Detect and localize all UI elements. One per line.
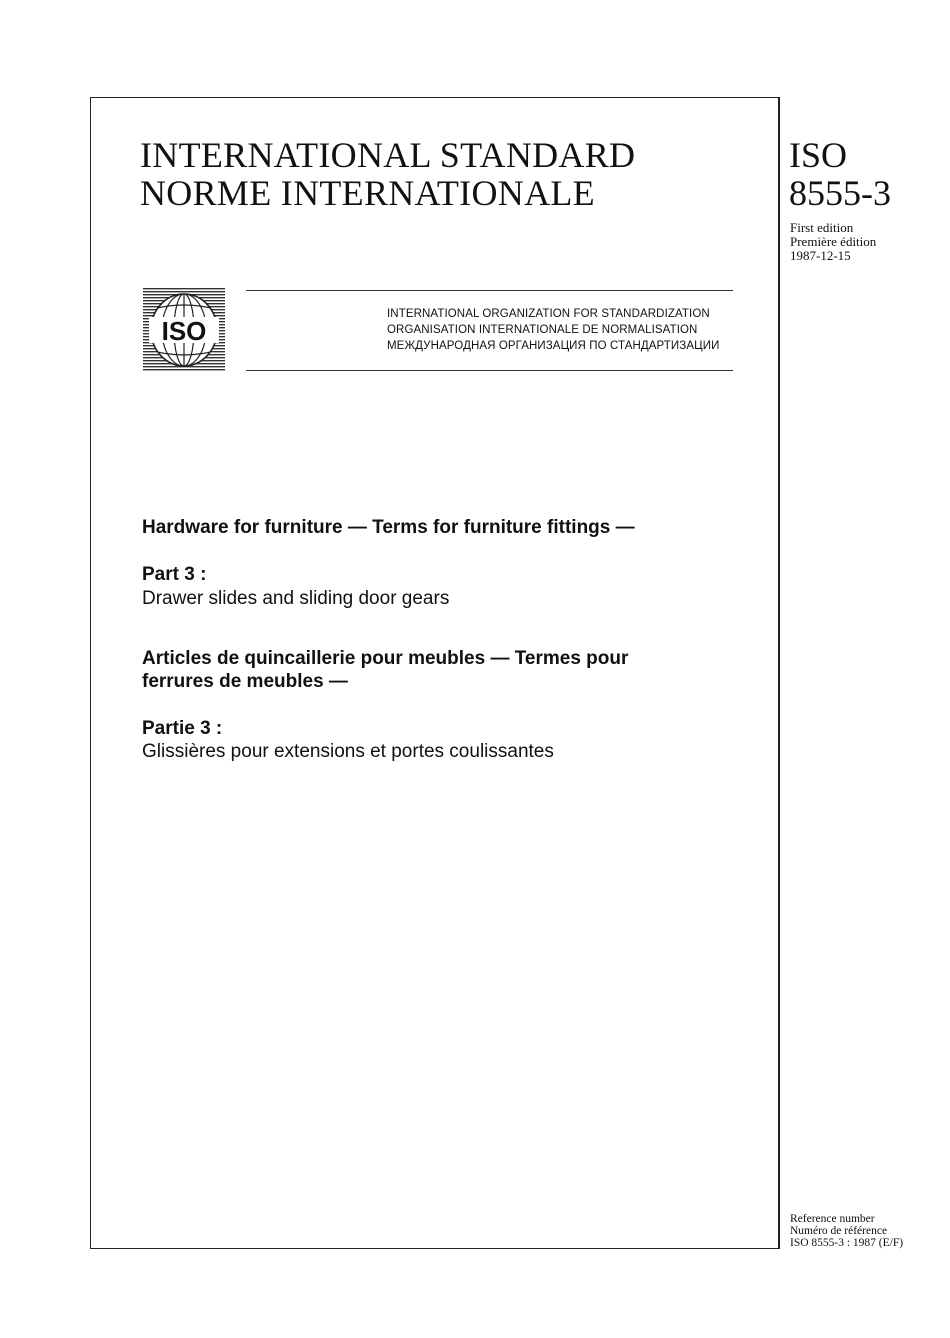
org-top-rule [246, 290, 733, 291]
frame-divider [778, 97, 780, 1249]
reference-number: ISO 8555-3 : 1987 (E/F) [790, 1237, 904, 1249]
reference-number-block [790, 1213, 903, 1249]
iso-logo-graphic [143, 288, 225, 372]
french-main-title-line2: ferrures de meubles — [142, 671, 348, 692]
org-name-french: ORGANISATION INTERNATIONALE DE NORMALISATION [387, 324, 698, 336]
organization-names [387, 306, 732, 354]
english-part-title: Drawer slides and sliding door gears [142, 588, 450, 609]
edition-info [790, 221, 876, 263]
org-name-russian: МЕЖДУНАРОДНАЯ ОРГАНИЗАЦИЯ ПО СТАНДАРТИЗАЦИИ [387, 340, 720, 352]
org-bottom-rule [246, 370, 733, 371]
english-main-title: Hardware for furniture — Terms for furniture fittings — [142, 517, 635, 538]
french-part-label: Partie 3 : [142, 718, 223, 739]
edition-date: 1987-12-15 [790, 248, 851, 263]
iso-designation [789, 136, 891, 212]
french-part-title: Glissières pour extensions et portes coulissantes [142, 741, 554, 762]
title-french: NORME INTERNATIONALE [140, 173, 595, 213]
french-main-title-line1: Articles de quincaillerie pour meubles — Termes pour [142, 648, 629, 669]
standard-title [140, 136, 635, 212]
iso-logo [143, 288, 225, 372]
english-part-label: Part 3 : [142, 564, 207, 585]
edition-french: Première édition [790, 234, 877, 249]
edition-english: First edition [790, 220, 854, 235]
iso-label: ISO [789, 135, 848, 175]
standard-number: 8555-3 [789, 173, 891, 213]
reference-label-english: Reference number [790, 1213, 875, 1225]
title-english: INTERNATIONAL STANDARD [140, 135, 636, 175]
iso-logo-lettering: ISO [161, 316, 207, 346]
org-name-english: INTERNATIONAL ORGANIZATION FOR STANDARDIZATION [387, 308, 710, 320]
reference-label-french: Numéro de référence [790, 1225, 888, 1237]
